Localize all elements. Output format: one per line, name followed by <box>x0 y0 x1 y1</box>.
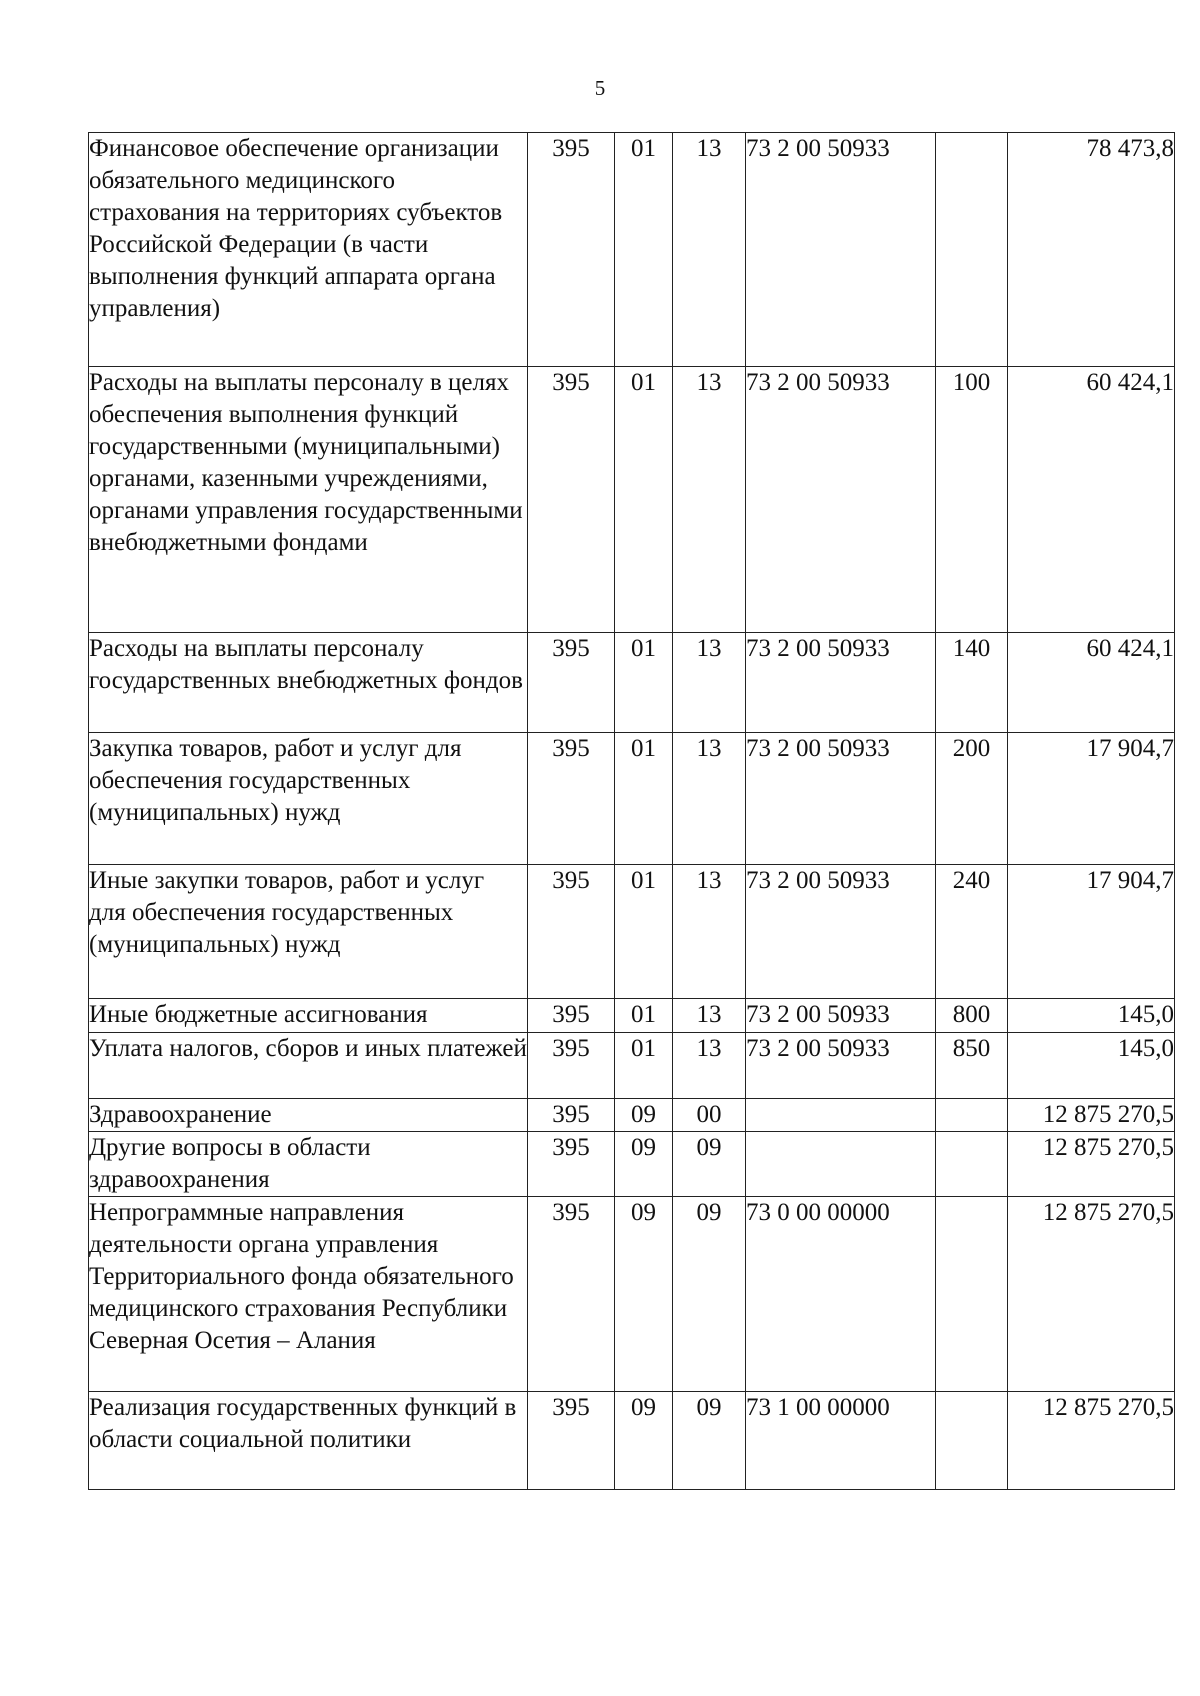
table-row <box>89 999 1175 1033</box>
row-section-code: 01 <box>615 633 673 733</box>
row-amount: 12 875 270,5 <box>1008 1392 1175 1490</box>
row-target-code <box>746 1099 936 1132</box>
row-name: Расходы на выплаты персоналу государственных внебюджетных фондов <box>89 633 528 733</box>
row-target-code: 73 0 00 00000 <box>746 1197 936 1392</box>
row-section-code: 01 <box>615 999 673 1033</box>
row-target-code: 73 2 00 50933 <box>746 633 936 733</box>
row-subsection-code: 13 <box>673 733 746 865</box>
row-name: Расходы на выплаты персоналу в целях обеспечения выполнения функций государственными (муниципальными) органами, казенными учреждениями, органами управления государственными внебюджетными фондами <box>89 367 528 633</box>
table-row <box>89 1099 1175 1132</box>
row-amount: 12 875 270,5 <box>1008 1197 1175 1392</box>
row-name: Финансовое обеспечение организации обязательного медицинского страхования на территориях субъектов Российской Федерации (в части выполнения функций аппарата органа управления) <box>89 133 528 367</box>
row-subsection-code: 09 <box>673 1392 746 1490</box>
row-expense-type: 850 <box>936 1033 1008 1099</box>
row-expense-type: 800 <box>936 999 1008 1033</box>
row-amount: 60 424,1 <box>1008 633 1175 733</box>
row-name: Уплата налогов, сборов и иных платежей <box>89 1033 528 1099</box>
row-amount: 60 424,1 <box>1008 367 1175 633</box>
row-subsection-code: 09 <box>673 1132 746 1197</box>
row-section-code: 09 <box>615 1392 673 1490</box>
row-amount: 145,0 <box>1008 1033 1175 1099</box>
row-section-code: 09 <box>615 1132 673 1197</box>
row-amount: 12 875 270,5 <box>1008 1099 1175 1132</box>
row-ministry-code: 395 <box>528 133 615 367</box>
row-subsection-code: 13 <box>673 865 746 999</box>
row-amount: 12 875 270,5 <box>1008 1132 1175 1197</box>
row-ministry-code: 395 <box>528 1392 615 1490</box>
page-number: 5 <box>594 76 606 100</box>
row-expense-type <box>936 1099 1008 1132</box>
table-row <box>89 1392 1175 1490</box>
row-target-code: 73 2 00 50933 <box>746 865 936 999</box>
table-row <box>89 133 1175 367</box>
row-subsection-code: 13 <box>673 367 746 633</box>
row-section-code: 01 <box>615 733 673 865</box>
table-row <box>89 865 1175 999</box>
table-row <box>89 1132 1175 1197</box>
row-section-code: 01 <box>615 367 673 633</box>
row-amount: 17 904,7 <box>1008 733 1175 865</box>
row-ministry-code: 395 <box>528 1132 615 1197</box>
row-expense-type <box>936 133 1008 367</box>
row-expense-type <box>936 1197 1008 1392</box>
row-name: Реализация государственных функций в области социальной политики <box>89 1392 528 1490</box>
row-name: Иные бюджетные ассигнования <box>89 999 528 1033</box>
row-amount: 78 473,8 <box>1008 133 1175 367</box>
row-amount: 145,0 <box>1008 999 1175 1033</box>
budget-table <box>88 132 1175 1490</box>
row-ministry-code: 395 <box>528 367 615 633</box>
row-target-code: 73 2 00 50933 <box>746 1033 936 1099</box>
row-name: Непрограммные направления деятельности органа управления Территориального фонда обязательного медицинского страхования Республики Северная Осетия – Алания <box>89 1197 528 1392</box>
row-section-code: 09 <box>615 1197 673 1392</box>
row-name: Другие вопросы в области здравоохранения <box>89 1132 528 1197</box>
row-target-code: 73 2 00 50933 <box>746 999 936 1033</box>
row-expense-type <box>936 1392 1008 1490</box>
row-target-code: 73 2 00 50933 <box>746 133 936 367</box>
row-ministry-code: 395 <box>528 733 615 865</box>
row-expense-type: 140 <box>936 633 1008 733</box>
row-section-code: 01 <box>615 865 673 999</box>
row-target-code: 73 1 00 00000 <box>746 1392 936 1490</box>
row-subsection-code: 13 <box>673 1033 746 1099</box>
row-target-code <box>746 1132 936 1197</box>
row-ministry-code: 395 <box>528 865 615 999</box>
row-ministry-code: 395 <box>528 1197 615 1392</box>
row-expense-type <box>936 1132 1008 1197</box>
row-expense-type: 200 <box>936 733 1008 865</box>
table-row <box>89 367 1175 633</box>
row-section-code: 01 <box>615 1033 673 1099</box>
row-subsection-code: 09 <box>673 1197 746 1392</box>
row-name: Закупка товаров, работ и услуг для обеспечения государственных (муниципальных) нужд <box>89 733 528 865</box>
row-subsection-code: 13 <box>673 633 746 733</box>
row-name: Здравоохранение <box>89 1099 528 1132</box>
table-row <box>89 1197 1175 1392</box>
row-subsection-code: 13 <box>673 133 746 367</box>
row-name: Иные закупки товаров, работ и услуг для обеспечения государственных (муниципальных) нужд <box>89 865 528 999</box>
row-target-code: 73 2 00 50933 <box>746 733 936 865</box>
row-target-code: 73 2 00 50933 <box>746 367 936 633</box>
row-subsection-code: 00 <box>673 1099 746 1132</box>
row-expense-type: 240 <box>936 865 1008 999</box>
row-section-code: 09 <box>615 1099 673 1132</box>
row-ministry-code: 395 <box>528 1033 615 1099</box>
row-ministry-code: 395 <box>528 999 615 1033</box>
row-ministry-code: 395 <box>528 1099 615 1132</box>
row-amount: 17 904,7 <box>1008 865 1175 999</box>
row-ministry-code: 395 <box>528 633 615 733</box>
table-row <box>89 633 1175 733</box>
row-subsection-code: 13 <box>673 999 746 1033</box>
row-section-code: 01 <box>615 133 673 367</box>
table-row <box>89 733 1175 865</box>
table-row <box>89 1033 1175 1099</box>
row-expense-type: 100 <box>936 367 1008 633</box>
